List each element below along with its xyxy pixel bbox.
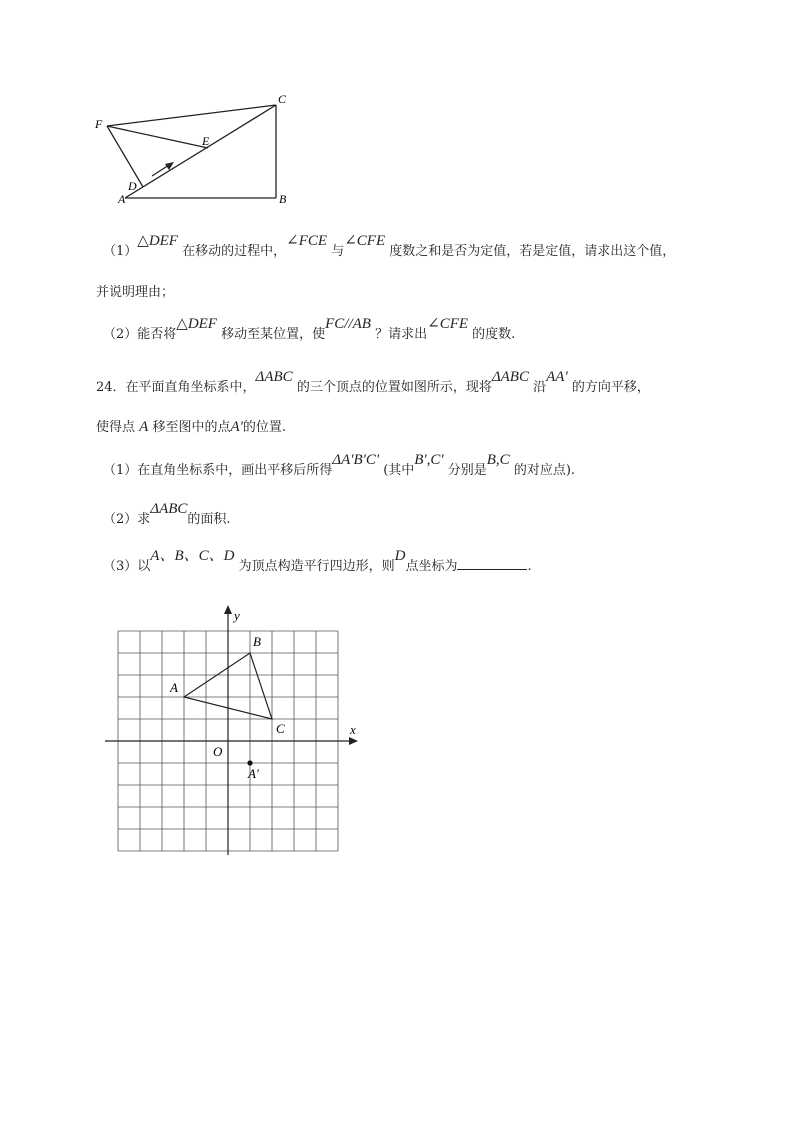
math-angle-cfe-2: ∠CFE xyxy=(427,316,469,332)
label-f: F xyxy=(95,117,103,131)
math-fc-parallel-ab: FC//AB xyxy=(325,316,371,332)
q23-part1-cont: 并说明理由； xyxy=(96,285,175,300)
math-tri-abc-prime: ΔA'B'C' xyxy=(332,452,380,468)
figure-def-moving xyxy=(90,90,300,210)
math-tri-abc-3: ΔABC xyxy=(150,501,188,517)
q24-stem: 24．在平面直角坐标系中，ΔABC 的三个顶点的位置如图所示，现将ΔABC 沿AA' 的方向平移， xyxy=(96,369,650,395)
label-point-a-prime: A' xyxy=(248,766,259,781)
math-tri-abc-2: ΔABC xyxy=(491,369,529,385)
label-b: B xyxy=(279,192,287,206)
math-tri-def: △DEF xyxy=(137,233,178,249)
label-point-a: A xyxy=(170,680,178,695)
q24-part3: （3）以A、B、C、D 为顶点构造平行四边形，则D点坐标为 . xyxy=(103,548,532,574)
math-points-abcd: A、B、C、D xyxy=(150,548,235,564)
label-c: C xyxy=(278,92,287,106)
origin-label: O xyxy=(213,744,223,759)
q23-part2: （2）能否将△DEF 移动至某位置，使FC//AB ？请求出∠CFE 的度数. xyxy=(103,316,516,342)
label-d: D xyxy=(128,179,137,193)
x-axis-label: x xyxy=(350,722,356,737)
x-axis-arrow-icon xyxy=(349,737,358,745)
math-vector-aa: AA' xyxy=(546,369,568,385)
q24-part1: （1）在直角坐标系中，画出平移后所得ΔA'B'C' (其中B',C' 分别是B,C 的对应点). xyxy=(103,452,576,478)
segment-ac xyxy=(125,105,276,198)
math-tri-abc: ΔABC xyxy=(255,369,293,385)
y-axis-label: y xyxy=(234,608,240,623)
coordinate-grid-figure xyxy=(100,600,370,870)
segment-fc xyxy=(107,105,276,126)
math-tri-def-2: △DEF xyxy=(176,316,217,332)
math-point-d: D xyxy=(394,548,406,564)
point-a-prime xyxy=(247,760,252,765)
label-e: E xyxy=(202,134,210,148)
label-point-c: C xyxy=(276,721,285,736)
y-axis-arrow-icon xyxy=(224,605,232,614)
q24-stem-cont: 使得点 A 移至图中的点A'的位置. xyxy=(96,419,286,435)
q24-part2: （2）求ΔABC的面积. xyxy=(103,501,231,527)
label-point-b: B xyxy=(253,634,261,649)
math-b-c: B,C xyxy=(486,452,510,468)
q23-part1: （1）△DEF 在移动的过程中，∠FCE 与∠CFE 度数之和是否为定值，若是定值，请求出这个值， xyxy=(103,233,676,259)
label-a: A xyxy=(118,192,126,206)
math-angle-cfe: ∠CFE xyxy=(344,233,386,249)
math-angle-fce: ∠FCE xyxy=(286,233,328,249)
segment-fe xyxy=(107,126,208,148)
math-b-c-prime: B',C' xyxy=(414,452,444,468)
answer-blank xyxy=(457,557,527,570)
segment-fd xyxy=(107,126,143,187)
